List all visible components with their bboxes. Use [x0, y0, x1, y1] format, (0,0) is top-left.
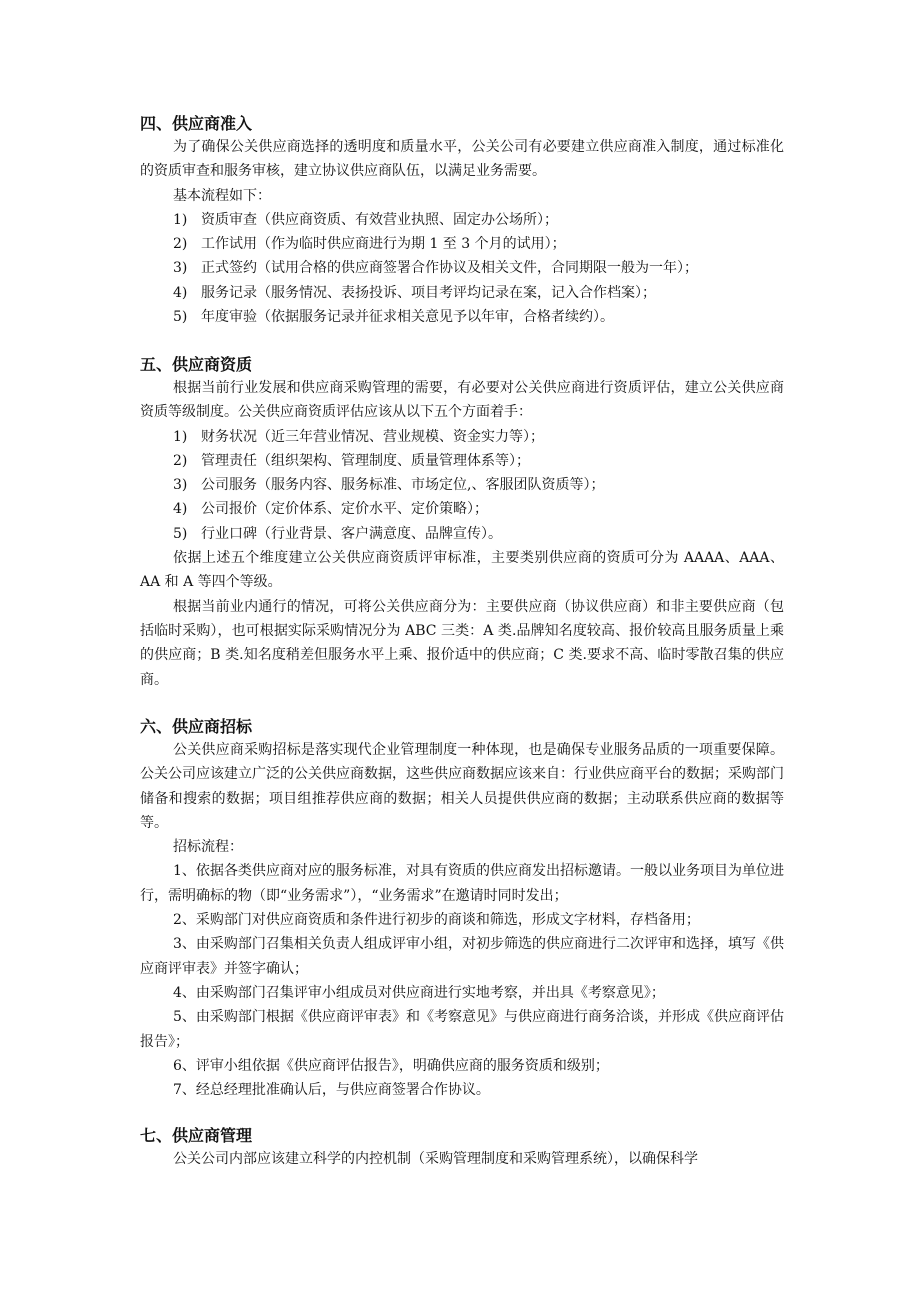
list-item: 1) 财务状况（近三年营业情况、营业规模、资金实力等）； [173, 428, 544, 445]
section-intro: 根据当前行业发展和供应商采购管理的需要，有必要对公关供应商进行资质评估，建立公关供应商资质等级制度。公关供应商资质评估应该从以下五个方面着手： [140, 380, 784, 421]
procedure-step: 6、评审小组依据《供应商评估报告》，明确供应商的服务资质和级别； [173, 1057, 609, 1074]
procedure-step: 4、由采购部门召集评审小组成员对供应商进行实地考察，并出具《考察意见》； [173, 984, 665, 1001]
list-item: 5) 行业口碑（行业背景、客户满意度、品牌宣传）。 [173, 525, 502, 542]
procedure-step: 1、依据各类供应商对应的服务标准，对具有资质的供应商发出招标邀请。一般以业务项目为单位进行，需明确标的物（即“业务需求”），“业务需求”在邀请时同时发出； [140, 863, 784, 904]
section-heading: 七、供应商管理 [140, 1126, 253, 1145]
list-item: 3) 正式签约（试用合格的供应商签署合作协议及相关文件，合同期限一般为一年）； [173, 260, 698, 277]
section-supplier-management [140, 1125, 784, 1171]
section-heading: 四、供应商准入 [140, 114, 253, 133]
list-item: 1) 资质审查（供应商资质、有效营业执照、固定办公场所）； [173, 211, 558, 228]
section-supplier-bidding [140, 716, 784, 1102]
list-item: 2) 工作试用（作为临时供应商进行为期 1 至 3 个月的试用）； [173, 236, 566, 253]
list-item: 2) 管理责任（组织架构、管理制度、质量管理体系等）； [173, 452, 530, 469]
section-intro: 公关公司内部应该建立科学的内控机制（采购管理制度和采购管理系统），以确保科学 [173, 1151, 698, 1167]
flow-title: 招标流程： [173, 839, 243, 856]
paragraph: 根据当前业内通行的情况，可将公关供应商分为：主要供应商（协议供应商）和非主要供应商（包括临时采购），也可根据实际采购情况分为 ABC 三类：A 类.品牌知名度较高、报价较高且服务质量上乘的供应商；B 类.知名度稍差但服务水平上乘、报价适中的供应商；C 类.要求不高、临时零散召集的供应商。 [140, 598, 784, 688]
section-supplier-qualification [140, 354, 784, 692]
list-item: 5) 年度审验（依据服务记录并征求相关意见予以年审，合格者续约）。 [173, 309, 614, 326]
section-intro: 公关供应商采购招标是落实现代企业管理制度一种体现，也是确保专业服务品质的一项重要保障。公关公司应该建立广泛的公关供应商数据，这些供应商数据应该来自：行业供应商平台的数据；采购部门储备和搜索的数据；项目组推荐供应商的数据；相关人员提供供应商的数据；主动联系供应商的数据等等。 [140, 742, 784, 831]
list-item: 3) 公司服务（服务内容、服务标准、市场定位,、客服团队资质等）； [173, 477, 605, 494]
procedure-step: 5、由采购部门根据《供应商评审表》和《考察意见》与供应商进行商务洽谈，并形成《供应商评估报告》； [140, 1009, 784, 1050]
procedure-step: 3、由采购部门召集相关负责人组成评审小组，对初步筛选的供应商进行二次评审和选择，填写《供应商评审表》并签字确认； [140, 936, 784, 977]
list-item: 4) 公司报价（定价体系、定价水平、定价策略）； [173, 501, 488, 518]
flow-title: 基本流程如下： [173, 187, 271, 204]
procedure-step: 2、采购部门对供应商资质和条件进行初步的商谈和筛选，形成文字材料，存档备用； [173, 912, 700, 929]
section-heading: 五、供应商资质 [140, 355, 253, 374]
list-item: 4) 服务记录（服务情况、表扬投诉、项目考评均记录在案，记入合作档案）； [173, 284, 656, 301]
procedure-step: 7、经总经理批准确认后，与供应商签署合作协议。 [173, 1082, 490, 1099]
section-supplier-access [140, 113, 784, 329]
paragraph: 依据上述五个维度建立公关供应商资质评审标准，主要类别供应商的资质可分为 AAAA、AAA、AA 和 A 等四个等级。 [140, 550, 784, 591]
section-intro: 为了确保公关供应商选择的透明度和质量水平，公关公司有必要建立供应商准入制度，通过标准化的资质审查和服务审核，建立协议供应商队伍，以满足业务需要。 [140, 139, 784, 180]
section-heading: 六、供应商招标 [140, 717, 253, 736]
